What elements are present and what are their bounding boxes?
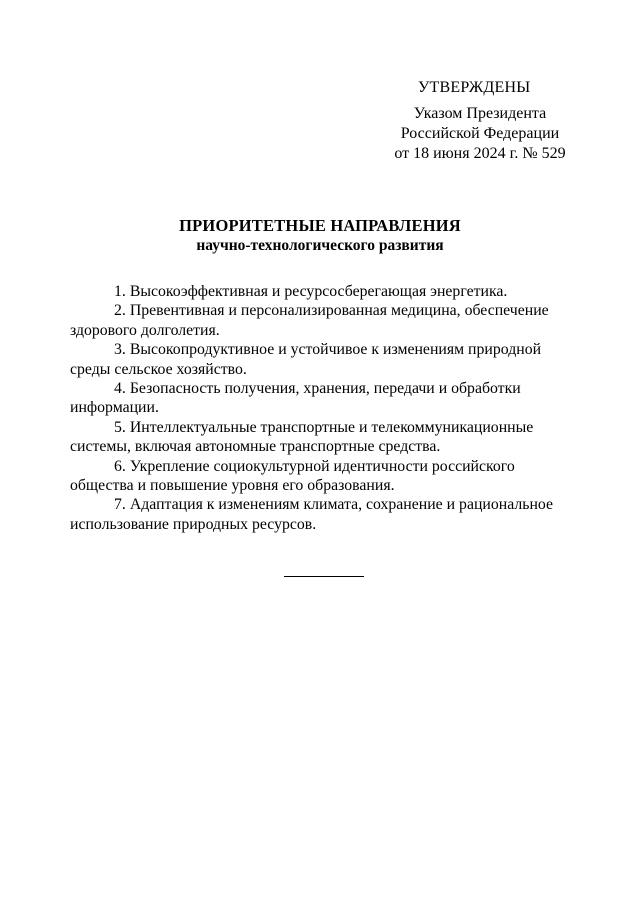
item-text-continuation: системы, включая автономные транспортные средства. bbox=[70, 438, 441, 456]
document-title: ПРИОРИТЕТНЫЕ НАПРАВЛЕНИЯ bbox=[179, 216, 461, 235]
item-text-continuation: информации. bbox=[70, 399, 159, 417]
item-text: Высокоэффективная и ресурсосберегающая энергетика. bbox=[129, 283, 508, 300]
document-subtitle: научно-технологического развития bbox=[196, 237, 444, 254]
item-text: Интеллектуальные транспортные и телекоммуникационные bbox=[129, 418, 534, 436]
item-number: 4. bbox=[114, 380, 126, 398]
item-text: Превентивная и персонализированная медицина, обеспечение bbox=[129, 302, 549, 320]
item-text-continuation: здорового долголетия. bbox=[70, 321, 220, 339]
item-number: 2. bbox=[114, 302, 126, 320]
approval-line-1: Указом Президента bbox=[413, 105, 547, 122]
approval-line-3: от 18 июня 2024 г. № 529 bbox=[394, 145, 566, 162]
item-number: 6. bbox=[114, 457, 126, 475]
priority-list bbox=[70, 282, 567, 534]
list-item bbox=[70, 282, 567, 301]
item-number: 7. bbox=[114, 496, 126, 514]
item-text: Безопасность получения, хранения, передачи и обработки bbox=[129, 380, 521, 398]
item-text-continuation: использование природных ресурсов. bbox=[70, 515, 317, 533]
document-heading bbox=[70, 216, 570, 256]
list-item bbox=[70, 340, 567, 379]
item-text-continuation: общества и повышение уровня его образования. bbox=[70, 477, 395, 495]
item-text: Адаптация к изменениям климата, сохранение и рациональное bbox=[129, 496, 554, 514]
list-item bbox=[70, 418, 567, 457]
item-number: 3. bbox=[114, 341, 126, 359]
list-item bbox=[70, 457, 567, 496]
item-text: Высокопродуктивное и устойчивое к изменениям природной bbox=[129, 341, 542, 359]
list-item bbox=[70, 301, 567, 340]
approval-block bbox=[380, 78, 580, 164]
item-number: 1. bbox=[114, 283, 126, 300]
approved-label: УТВЕРЖДЕНЫ bbox=[418, 79, 531, 96]
item-text: Укрепление социокультурной идентичности российского bbox=[129, 457, 515, 475]
list-item bbox=[70, 495, 567, 534]
list-item bbox=[70, 379, 567, 418]
item-number: 5. bbox=[114, 418, 126, 436]
approval-line-2: Российской Федерации bbox=[400, 125, 560, 142]
item-text-continuation: среды сельское хозяйство. bbox=[70, 360, 247, 378]
end-separator-line bbox=[284, 576, 364, 577]
